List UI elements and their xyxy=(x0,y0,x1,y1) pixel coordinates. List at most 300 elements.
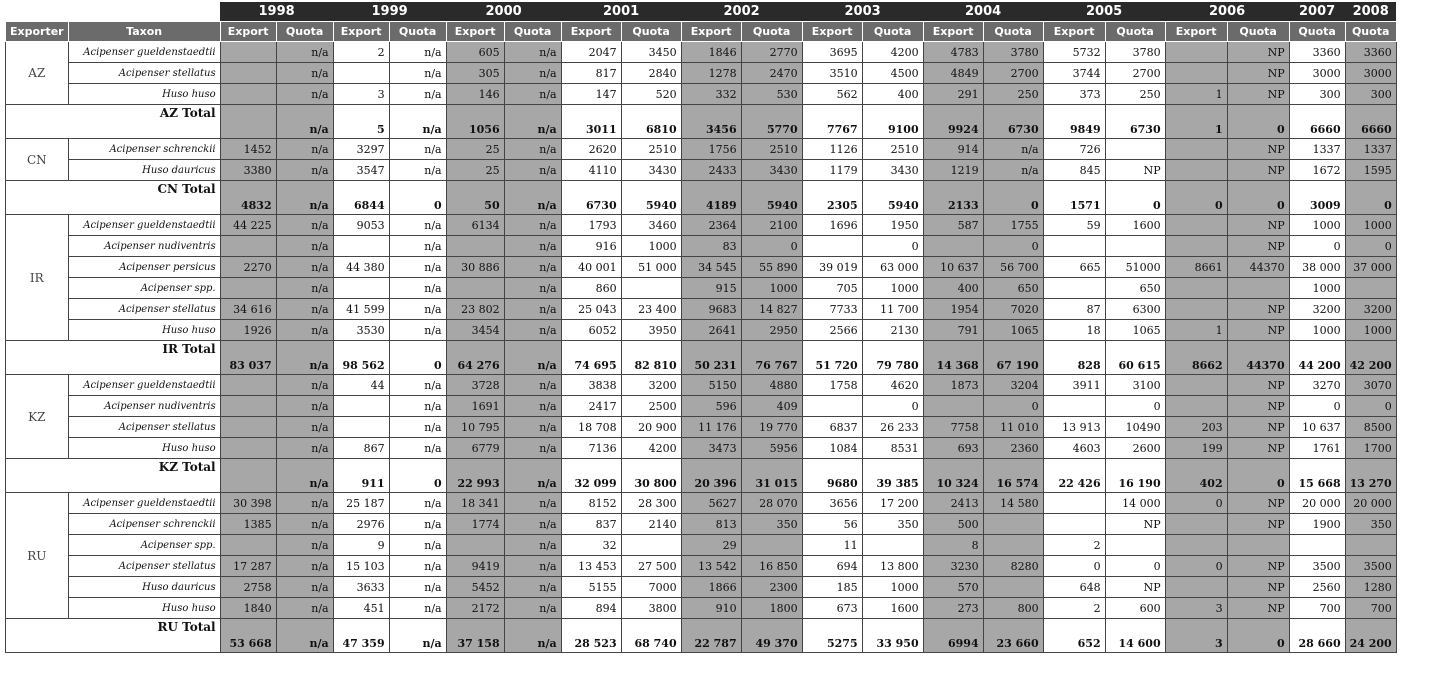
export-header-2000: Export xyxy=(446,22,504,42)
value-cell: 2566 xyxy=(802,320,862,341)
table-row xyxy=(6,535,1397,556)
value-cell: 1758 xyxy=(802,375,862,396)
value-cell: 332 xyxy=(681,84,741,105)
quota-header-2003: Quota xyxy=(862,22,923,42)
value-cell: n/a xyxy=(276,160,333,181)
value-cell: 1084 xyxy=(802,438,862,459)
value-cell: 9683 xyxy=(681,299,741,320)
value-cell: 51 000 xyxy=(621,257,681,278)
value-cell: 1926 xyxy=(220,320,276,341)
value-cell: 3510 xyxy=(802,63,862,84)
value-cell xyxy=(1165,278,1227,299)
value-cell: 562 xyxy=(802,84,862,105)
value-cell: 2700 xyxy=(1105,63,1165,84)
value-cell: 13 542 xyxy=(681,556,741,577)
value-cell xyxy=(220,396,276,417)
value-cell: NP xyxy=(1227,215,1289,236)
value-cell: 1793 xyxy=(561,215,621,236)
value-cell: 63 000 xyxy=(862,257,923,278)
export-header-2006: Export xyxy=(1165,22,1227,42)
taxon-cell: Acipenser stellatus xyxy=(68,556,220,577)
value-cell: 20 900 xyxy=(621,417,681,438)
value-cell: 10 637 xyxy=(1289,417,1345,438)
total-value-cell: 28 523 xyxy=(561,619,621,653)
total-value-cell: 3 xyxy=(1165,619,1227,653)
value-cell: 0 xyxy=(862,236,923,257)
value-cell: 18 xyxy=(1043,320,1105,341)
value-cell: 1873 xyxy=(923,375,983,396)
value-cell: n/a xyxy=(276,278,333,299)
value-cell xyxy=(1165,63,1227,84)
value-cell: NP xyxy=(1227,42,1289,63)
total-value-cell: n/a xyxy=(504,459,561,493)
value-cell xyxy=(446,236,504,257)
value-cell: n/a xyxy=(504,438,561,459)
value-cell xyxy=(1165,42,1227,63)
value-cell: 6837 xyxy=(802,417,862,438)
total-label: AZ Total xyxy=(6,105,221,139)
value-cell: 3380 xyxy=(220,160,276,181)
value-cell: 0 xyxy=(1165,493,1227,514)
value-cell: 2047 xyxy=(561,42,621,63)
value-cell: 2433 xyxy=(681,160,741,181)
value-cell xyxy=(923,396,983,417)
value-cell: 3200 xyxy=(1345,299,1396,320)
value-cell: 30 398 xyxy=(220,493,276,514)
value-cell: 400 xyxy=(923,278,983,299)
value-cell xyxy=(1043,236,1105,257)
value-cell: n/a xyxy=(389,42,446,63)
value-cell xyxy=(220,438,276,459)
value-cell: n/a xyxy=(276,493,333,514)
value-cell: n/a xyxy=(276,236,333,257)
quota-header-1998: Quota xyxy=(276,22,333,42)
total-value-cell: 3009 xyxy=(1289,181,1345,215)
value-cell: 23 802 xyxy=(446,299,504,320)
total-value-cell: 5275 xyxy=(802,619,862,653)
total-value-cell: 1571 xyxy=(1043,181,1105,215)
value-cell: 2641 xyxy=(681,320,741,341)
value-cell: 23 400 xyxy=(621,299,681,320)
total-value-cell: 6730 xyxy=(1105,105,1165,139)
value-cell: 2770 xyxy=(741,42,802,63)
total-value-cell: 2133 xyxy=(923,181,983,215)
value-cell: 4783 xyxy=(923,42,983,63)
value-cell: n/a xyxy=(389,139,446,160)
value-cell: n/a xyxy=(276,438,333,459)
value-cell xyxy=(1165,535,1227,556)
value-cell xyxy=(1105,236,1165,257)
taxon-cell: Acipenser stellatus xyxy=(68,417,220,438)
value-cell xyxy=(621,535,681,556)
value-cell: 2417 xyxy=(561,396,621,417)
value-cell: 3633 xyxy=(333,577,389,598)
value-cell: 0 xyxy=(741,236,802,257)
value-cell: NP xyxy=(1227,514,1289,535)
total-value-cell: 51 720 xyxy=(802,341,862,375)
total-value-cell: 911 xyxy=(333,459,389,493)
value-cell: 3530 xyxy=(333,320,389,341)
value-cell: 3695 xyxy=(802,42,862,63)
value-cell: 1600 xyxy=(862,598,923,619)
total-value-cell: 20 396 xyxy=(681,459,741,493)
table-row xyxy=(6,417,1397,438)
value-cell: 305 xyxy=(446,63,504,84)
value-cell: 1000 xyxy=(862,278,923,299)
taxon-cell: Acipenser nudiventris xyxy=(68,396,220,417)
value-cell xyxy=(1105,535,1165,556)
value-cell: NP xyxy=(1227,493,1289,514)
value-cell: 1385 xyxy=(220,514,276,535)
value-cell: NP xyxy=(1227,417,1289,438)
value-cell: n/a xyxy=(389,278,446,299)
total-value-cell: 83 037 xyxy=(220,341,276,375)
value-cell: 28 300 xyxy=(621,493,681,514)
value-cell: 185 xyxy=(802,577,862,598)
value-cell: NP xyxy=(1227,139,1289,160)
value-cell: 0 xyxy=(983,396,1043,417)
value-cell: NP xyxy=(1227,299,1289,320)
value-cell xyxy=(1165,299,1227,320)
value-cell: n/a xyxy=(504,493,561,514)
value-cell: n/a xyxy=(983,139,1043,160)
value-cell: n/a xyxy=(389,375,446,396)
value-cell: 1000 xyxy=(862,577,923,598)
value-cell xyxy=(1165,577,1227,598)
column-header-row xyxy=(6,22,1397,42)
value-cell: 6300 xyxy=(1105,299,1165,320)
value-cell xyxy=(802,236,862,257)
value-cell: 2 xyxy=(1043,598,1105,619)
total-value-cell: n/a xyxy=(504,619,561,653)
value-cell: 18 708 xyxy=(561,417,621,438)
value-cell: n/a xyxy=(276,375,333,396)
taxon-cell: Acipenser persicus xyxy=(68,257,220,278)
value-cell: 10 637 xyxy=(923,257,983,278)
table-row xyxy=(6,160,1397,181)
value-cell xyxy=(220,63,276,84)
taxon-cell: Acipenser gueldenstaedtii xyxy=(68,375,220,396)
value-cell: 1950 xyxy=(862,215,923,236)
value-cell: n/a xyxy=(504,375,561,396)
table-row xyxy=(6,42,1397,63)
value-cell: 9 xyxy=(333,535,389,556)
value-cell: n/a xyxy=(276,514,333,535)
value-cell: 5452 xyxy=(446,577,504,598)
value-cell: 300 xyxy=(1345,84,1396,105)
total-value-cell: 0 xyxy=(1227,619,1289,653)
value-cell: 1337 xyxy=(1289,139,1345,160)
value-cell: 17 200 xyxy=(862,493,923,514)
value-cell: 0 xyxy=(1043,556,1105,577)
exporter-cell: AZ xyxy=(6,42,69,105)
value-cell: 2700 xyxy=(983,63,1043,84)
value-cell xyxy=(220,375,276,396)
value-cell: 673 xyxy=(802,598,862,619)
value-cell: 7020 xyxy=(983,299,1043,320)
total-value-cell: 3456 xyxy=(681,105,741,139)
value-cell: 1000 xyxy=(1345,320,1396,341)
total-value-cell: 828 xyxy=(1043,341,1105,375)
value-cell: 1700 xyxy=(1345,438,1396,459)
value-cell: 915 xyxy=(681,278,741,299)
year-2003: 2003 xyxy=(802,2,923,22)
value-cell: 28 070 xyxy=(741,493,802,514)
value-cell: 273 xyxy=(923,598,983,619)
value-cell: 34 616 xyxy=(220,299,276,320)
value-cell: 1179 xyxy=(802,160,862,181)
value-cell: 860 xyxy=(561,278,621,299)
value-cell: 3 xyxy=(333,84,389,105)
value-cell: 1696 xyxy=(802,215,862,236)
value-cell: 3950 xyxy=(621,320,681,341)
value-cell xyxy=(220,236,276,257)
value-cell xyxy=(1165,139,1227,160)
value-cell: n/a xyxy=(504,514,561,535)
value-cell xyxy=(1345,535,1396,556)
value-cell: n/a xyxy=(389,514,446,535)
table-row xyxy=(6,493,1397,514)
value-cell: 15 103 xyxy=(333,556,389,577)
quota-header-1999: Quota xyxy=(389,22,446,42)
value-cell: 34 545 xyxy=(681,257,741,278)
value-cell: n/a xyxy=(504,396,561,417)
table-row xyxy=(6,278,1397,299)
table-row xyxy=(6,438,1397,459)
value-cell: n/a xyxy=(276,215,333,236)
value-cell: 1672 xyxy=(1289,160,1345,181)
value-cell: 596 xyxy=(681,396,741,417)
value-cell: 1691 xyxy=(446,396,504,417)
value-cell: 1000 xyxy=(1289,320,1345,341)
value-cell: 3230 xyxy=(923,556,983,577)
table-row xyxy=(6,556,1397,577)
table-row xyxy=(6,577,1397,598)
value-cell: 1 xyxy=(1165,320,1227,341)
total-value-cell: 24 200 xyxy=(1345,619,1396,653)
value-cell: 11 700 xyxy=(862,299,923,320)
value-cell: 56 700 xyxy=(983,257,1043,278)
value-cell: 1126 xyxy=(802,139,862,160)
export-header-2001: Export xyxy=(561,22,621,42)
value-cell: 2470 xyxy=(741,63,802,84)
value-cell: 56 xyxy=(802,514,862,535)
value-cell: 3547 xyxy=(333,160,389,181)
value-cell: 813 xyxy=(681,514,741,535)
value-cell xyxy=(333,278,389,299)
value-cell: 700 xyxy=(1289,598,1345,619)
value-cell: 7758 xyxy=(923,417,983,438)
value-cell: 0 xyxy=(862,396,923,417)
total-value-cell: 68 740 xyxy=(621,619,681,653)
value-cell: 26 233 xyxy=(862,417,923,438)
total-value-cell: 652 xyxy=(1043,619,1105,653)
total-row xyxy=(6,341,1397,375)
value-cell xyxy=(802,396,862,417)
value-cell: 19 770 xyxy=(741,417,802,438)
taxon-cell: Acipenser nudiventris xyxy=(68,236,220,257)
value-cell: 4880 xyxy=(741,375,802,396)
value-cell: 14 000 xyxy=(1105,493,1165,514)
quota-header-2000: Quota xyxy=(504,22,561,42)
value-cell: 2413 xyxy=(923,493,983,514)
value-cell: 11 xyxy=(802,535,862,556)
value-cell xyxy=(621,278,681,299)
quota-header-2002: Quota xyxy=(741,22,802,42)
value-cell: n/a xyxy=(504,417,561,438)
year-2000: 2000 xyxy=(446,2,561,22)
value-cell: 3838 xyxy=(561,375,621,396)
value-cell: 916 xyxy=(561,236,621,257)
total-value-cell: 79 780 xyxy=(862,341,923,375)
total-label: IR Total xyxy=(6,341,221,375)
table-row xyxy=(6,514,1397,535)
total-value-cell: 6810 xyxy=(621,105,681,139)
value-cell: 44 225 xyxy=(220,215,276,236)
total-value-cell: 42 200 xyxy=(1345,341,1396,375)
value-cell: 55 890 xyxy=(741,257,802,278)
year-2004: 2004 xyxy=(923,2,1043,22)
value-cell xyxy=(1165,375,1227,396)
table-row xyxy=(6,63,1397,84)
total-value-cell: 0 xyxy=(389,341,446,375)
value-cell xyxy=(333,236,389,257)
total-value-cell: 0 xyxy=(1227,181,1289,215)
value-cell: 791 xyxy=(923,320,983,341)
value-cell xyxy=(741,535,802,556)
total-row xyxy=(6,619,1397,653)
year-1999: 1999 xyxy=(333,2,446,22)
taxon-cell: Acipenser gueldenstaedtii xyxy=(68,42,220,63)
value-cell: 10490 xyxy=(1105,417,1165,438)
value-cell: 705 xyxy=(802,278,862,299)
total-value-cell: 6844 xyxy=(333,181,389,215)
value-cell: n/a xyxy=(276,320,333,341)
value-cell xyxy=(1043,278,1105,299)
total-row xyxy=(6,459,1397,493)
value-cell: n/a xyxy=(504,278,561,299)
value-cell: n/a xyxy=(276,42,333,63)
value-cell: n/a xyxy=(389,577,446,598)
table-row xyxy=(6,375,1397,396)
total-value-cell: 5940 xyxy=(862,181,923,215)
year-header-row xyxy=(6,2,1397,22)
value-cell: 2500 xyxy=(621,396,681,417)
value-cell: 59 xyxy=(1043,215,1105,236)
value-cell xyxy=(1043,514,1105,535)
year-2001: 2001 xyxy=(561,2,681,22)
value-cell: 530 xyxy=(741,84,802,105)
value-cell: n/a xyxy=(389,215,446,236)
value-cell: 3430 xyxy=(741,160,802,181)
value-cell: 2510 xyxy=(862,139,923,160)
value-cell: n/a xyxy=(504,42,561,63)
value-cell: n/a xyxy=(276,63,333,84)
value-cell: 587 xyxy=(923,215,983,236)
total-value-cell: 2305 xyxy=(802,181,862,215)
total-value-cell: 30 800 xyxy=(621,459,681,493)
value-cell: 3200 xyxy=(1289,299,1345,320)
value-cell: 700 xyxy=(1345,598,1396,619)
value-cell: 2130 xyxy=(862,320,923,341)
table-row xyxy=(6,320,1397,341)
value-cell: 3780 xyxy=(983,42,1043,63)
value-cell: 1840 xyxy=(220,598,276,619)
value-cell: NP xyxy=(1227,84,1289,105)
total-value-cell: 1 xyxy=(1165,105,1227,139)
value-cell: 51000 xyxy=(1105,257,1165,278)
value-cell xyxy=(333,63,389,84)
value-cell xyxy=(862,535,923,556)
value-cell: 5956 xyxy=(741,438,802,459)
total-value-cell xyxy=(220,459,276,493)
value-cell: 8500 xyxy=(1345,417,1396,438)
value-cell: 3780 xyxy=(1105,42,1165,63)
total-value-cell: n/a xyxy=(504,105,561,139)
total-value-cell: 44370 xyxy=(1227,341,1289,375)
value-cell: n/a xyxy=(276,535,333,556)
value-cell: 1774 xyxy=(446,514,504,535)
value-cell xyxy=(220,417,276,438)
total-value-cell: 0 xyxy=(1227,105,1289,139)
value-cell: 451 xyxy=(333,598,389,619)
taxon-cell: Acipenser stellatus xyxy=(68,299,220,320)
value-cell: 3911 xyxy=(1043,375,1105,396)
value-cell: 1900 xyxy=(1289,514,1345,535)
total-value-cell: 31 015 xyxy=(741,459,802,493)
table-row xyxy=(6,139,1397,160)
value-cell: 13 800 xyxy=(862,556,923,577)
value-cell: 44370 xyxy=(1227,257,1289,278)
exporter-cell: CN xyxy=(6,139,69,181)
value-cell: 520 xyxy=(621,84,681,105)
value-cell: 400 xyxy=(862,84,923,105)
value-cell: 1756 xyxy=(681,139,741,160)
export-header-2002: Export xyxy=(681,22,741,42)
total-value-cell: 23 660 xyxy=(983,619,1043,653)
value-cell: 4200 xyxy=(621,438,681,459)
total-value-cell: 76 767 xyxy=(741,341,802,375)
total-value-cell: 60 615 xyxy=(1105,341,1165,375)
value-cell: NP xyxy=(1227,236,1289,257)
value-cell: 39 019 xyxy=(802,257,862,278)
value-cell: 570 xyxy=(923,577,983,598)
taxon-cell: Acipenser gueldenstaedtii xyxy=(68,215,220,236)
taxon-cell: Acipenser gueldenstaedtii xyxy=(68,493,220,514)
total-value-cell: 402 xyxy=(1165,459,1227,493)
value-cell: 2172 xyxy=(446,598,504,619)
blank-corner xyxy=(6,2,221,22)
value-cell xyxy=(1227,278,1289,299)
value-cell: NP xyxy=(1105,160,1165,181)
value-cell: n/a xyxy=(504,556,561,577)
total-row xyxy=(6,181,1397,215)
value-cell: 648 xyxy=(1043,577,1105,598)
taxon-cell: Huso huso xyxy=(68,84,220,105)
value-cell: 3204 xyxy=(983,375,1043,396)
value-cell: 894 xyxy=(561,598,621,619)
value-cell xyxy=(446,535,504,556)
total-value-cell: 28 660 xyxy=(1289,619,1345,653)
total-value-cell: 22 993 xyxy=(446,459,504,493)
total-value-cell: n/a xyxy=(276,459,333,493)
value-cell: 2360 xyxy=(983,438,1043,459)
value-cell xyxy=(983,514,1043,535)
total-value-cell: n/a xyxy=(504,181,561,215)
value-cell: 817 xyxy=(561,63,621,84)
total-value-cell: 9680 xyxy=(802,459,862,493)
total-value-cell: 5770 xyxy=(741,105,802,139)
